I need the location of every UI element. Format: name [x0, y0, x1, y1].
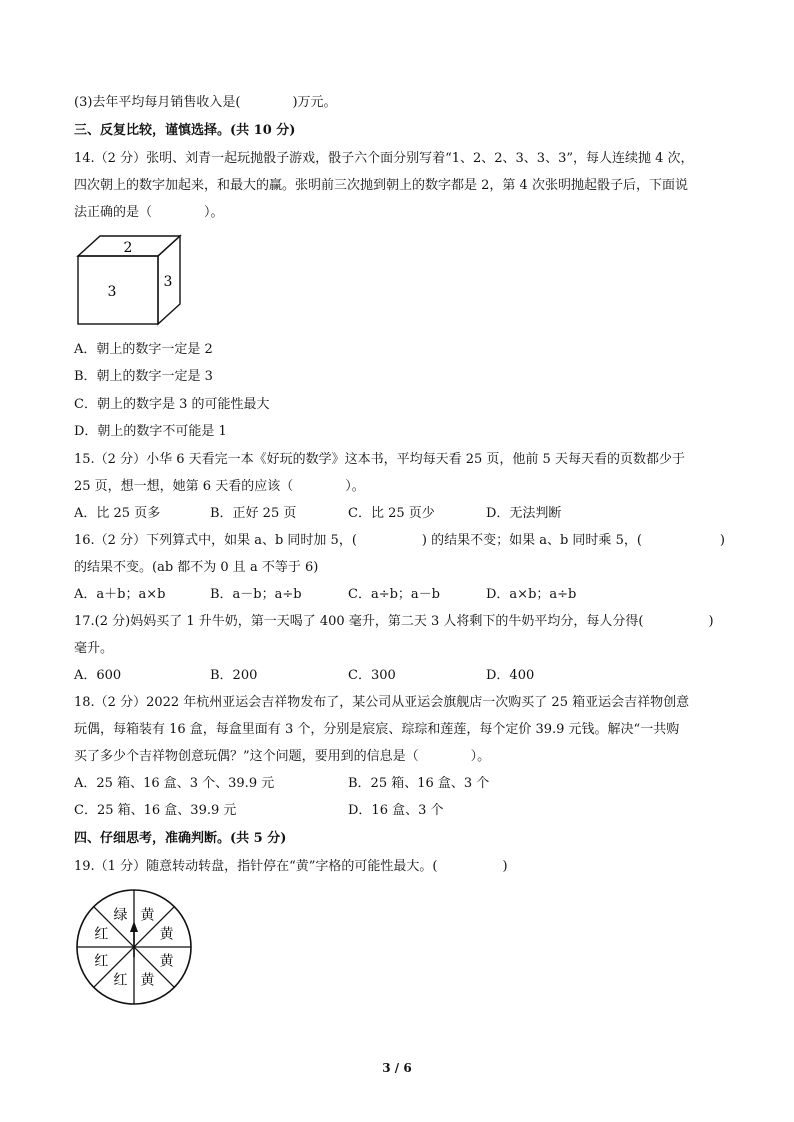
q18-option-d: D．16 盒、3 个 [348, 803, 444, 818]
q17-option-d: D．400 [486, 668, 535, 683]
q14-option-b: B．朝上的数字一定是 3 [74, 369, 213, 384]
spinner-sector-label: 黄 [159, 953, 174, 970]
q15-option-b: B．正好 25 页 [210, 506, 297, 521]
spinner-sector-label: 红 [94, 926, 109, 943]
q16-option-c: C．a÷b；a－b [348, 587, 440, 602]
q15-option-d: D．无法判断 [486, 506, 562, 521]
q18-option-b: B．25 箱、16 盒、3 个 [348, 776, 490, 791]
q19-line1: 19.（1 分）随意转动转盘，指针停在“黄”字格的可能性最大。( ) [74, 859, 508, 874]
section3-title: 三、反复比较，谨慎选择。(共 10 分) [74, 123, 296, 138]
q18-line3: 买了多少个吉祥物创意玩偶？”这个问题，要用到的信息是（ ）。 [74, 749, 491, 764]
q16-option-b: B．a－b；a÷b [210, 587, 302, 602]
q14-option-a: A．朝上的数字一定是 2 [74, 342, 213, 357]
q15-line2: 25 页，想一想，她第 6 天看的应该（ ）。 [74, 479, 365, 494]
q14-line1: 14.（2 分）张明、刘青一起玩抛骰子游戏，骰子六个面分别写着“1、2、2、3、3、3”，每人连续抛 4 次， [74, 151, 694, 166]
die-top-label: 2 [123, 240, 133, 256]
q18-line2: 玩偶，每箱装有 16 盒，每盒里面有 3 个，分别是宸宸、琮琮和莲莲，每个定价 39.9 元钱。解决“一共购 [74, 722, 680, 737]
q17-line1: 17.(2 分)妈妈买了 1 升牛奶，第一天喝了 400 毫升，第二天 3 人将剩下的牛奶平均分，每人分得( ) [74, 614, 714, 629]
spinner-sector-label: 黄 [140, 907, 155, 924]
page-number: 3 / 6 [382, 1061, 412, 1075]
die-front-label: 3 [107, 284, 117, 300]
q15-option-c: C．比 25 页少 [348, 506, 435, 521]
q15-line1: 15.（2 分）小华 6 天看完一本《好玩的数学》这本书，平均每天看 25 页，他前 5 天每天看的页数都少于 [74, 452, 685, 467]
q17-option-c: C．300 [348, 668, 396, 683]
section4-title: 四、仔细思考，准确判断。(共 5 分) [74, 831, 287, 846]
q16-line1: 16.（2 分）下列算式中，如果 a、b 同时加 5，( ) 的结果不变；如果 a、b 同时乘 5，( ) [74, 533, 725, 548]
q13-part3: (3)去年平均每月销售收入是( )万元。 [74, 95, 337, 110]
q17-option-a: A．600 [74, 668, 122, 683]
spinner-sector-label: 绿 [113, 907, 128, 924]
die-side-label: 3 [163, 274, 173, 290]
spinner-sector-label: 红 [94, 953, 109, 970]
spinner-sector-label: 红 [113, 972, 128, 989]
spinner-pointer-head [130, 921, 138, 932]
q18-line1: 18.（2 分）2022 年杭州亚运会吉祥物发布了，某公司从亚运会旗舰店一次购买了 25 箱亚运会吉祥物创意 [74, 695, 690, 710]
q17-line2: 毫升。 [74, 641, 114, 656]
q18-option-c: C．25 箱、16 盒、39.9 元 [74, 803, 237, 818]
q16-option-a: A．a＋b；a×b [74, 587, 166, 602]
spinner-sector-label: 黄 [159, 926, 174, 943]
spinner-sector-label: 黄 [140, 972, 155, 989]
q14-line3: 法正确的是（ ）。 [74, 205, 224, 220]
q18-option-a: A．25 箱、16 盒、3 个、39.9 元 [74, 776, 275, 791]
q17-option-b: B．200 [210, 668, 258, 683]
q14-option-c: C．朝上的数字是 3 的可能性最大 [74, 397, 270, 412]
q14-option-d: D．朝上的数字不可能是 1 [74, 424, 227, 439]
q15-option-a: A．比 25 页多 [74, 506, 161, 521]
spinner-figure [74, 887, 194, 1007]
q16-line2: 的结果不变。(ab 都不为 0 且 a 不等于 6) [74, 560, 319, 575]
q16-option-d: D．a×b；a÷b [486, 587, 577, 602]
q14-line2: 四次朝上的数字加起来，和最大的赢。张明前三次抛到朝上的数字都是 2，第 4 次张明抛起骰子后，下面说 [74, 178, 688, 193]
die-figure [76, 234, 186, 326]
